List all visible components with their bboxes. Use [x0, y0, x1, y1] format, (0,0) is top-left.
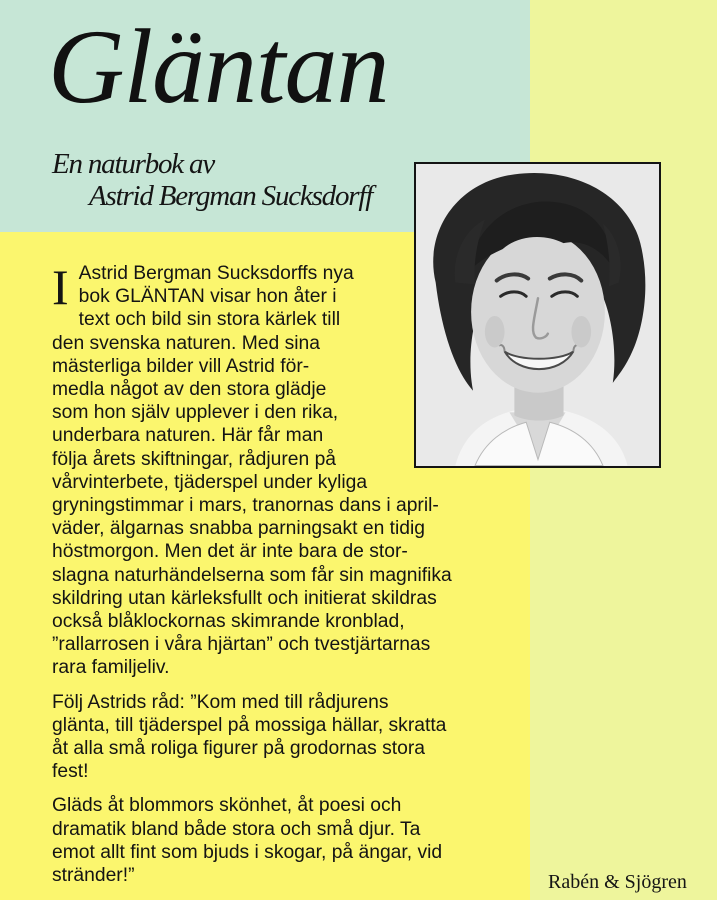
text-line: åt alla små roliga figurer på grodornas stora [52, 738, 425, 760]
text-line: skildring utan kärleksfullt och initierat skildras [52, 587, 437, 609]
text-line: Astrid Bergman Sucksdorffs nya [78, 263, 354, 284]
text-line: som hon själv upplever i den rika, [52, 402, 339, 424]
text-line: väder, älgarnas snabba parningsakt en tidig [52, 518, 426, 540]
blurb-paragraph-3 [52, 794, 532, 887]
text-line: gryningstimmar i mars, tranornas dans i april- [52, 495, 439, 517]
text-line: underbara naturen. Här får man [52, 425, 324, 447]
drop-cap: I [52, 259, 69, 315]
text-line: Följ Astrids råd: ”Kom med till rådjurens [52, 691, 389, 713]
text-line: vårvinterbete, tjäderspel under kyliga [52, 471, 368, 493]
text-line: rara familjeliv. [52, 657, 170, 679]
text-line: medla något av den stora glädje [52, 379, 327, 401]
text-line: den svenska naturen. Med sina [52, 332, 320, 354]
text-line: fest! [52, 761, 89, 783]
text-line: stränder!” [52, 865, 135, 887]
text-line: följa årets skiftningar, rådjuren på [52, 448, 337, 470]
blurb-paragraph-2 [52, 691, 532, 784]
book-title: Gläntan [48, 8, 389, 125]
text-line: mästerliga bilder vill Astrid för- [52, 355, 310, 377]
subtitle-author: Astrid Bergman Sucksdorff [89, 180, 373, 212]
text-line: dramatik bland både stora och små djur. Ta [52, 818, 421, 840]
subtitle-line-1: En naturbok av [52, 148, 215, 180]
text-line: slagna naturhändelserna som får sin magnifika [52, 564, 452, 586]
text-line: höstmorgon. Men det är inte bara de stor- [52, 541, 408, 563]
text-line: Gläds åt blommors skönhet, åt poesi och [52, 795, 402, 817]
text-line: text och bild sin stora kärlek till [78, 309, 341, 331]
text-line: glänta, till tjäderspel på mossiga hällar, skratta [52, 714, 447, 736]
blurb-paragraph-1 [52, 259, 532, 680]
book-subtitle [52, 148, 372, 212]
blurb-text [52, 259, 532, 898]
text-line: ”rallarrosen i våra hjärtan” och tvestjärtarnas [52, 634, 431, 656]
text-line: emot allt fint som bjuds i skogar, på ängar, vid [52, 841, 443, 863]
text-line: också blåklockornas skimrande kronblad, [52, 611, 405, 633]
text-line: bok GLÄNTAN visar hon åter i [78, 286, 337, 308]
publisher-name: Rabén & Sjögren [548, 871, 687, 893]
